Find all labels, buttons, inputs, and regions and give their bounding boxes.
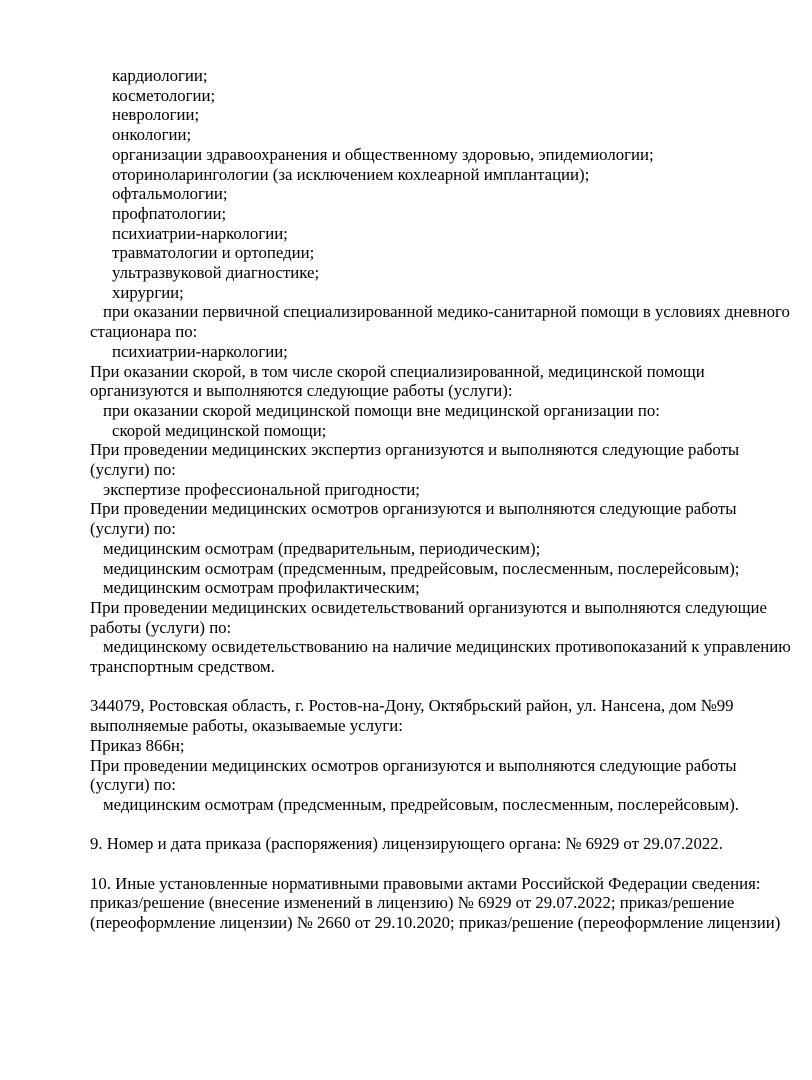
document-line: психиатрии-наркологии; bbox=[112, 223, 288, 243]
document-body bbox=[90, 66, 791, 933]
document-line: медицинским осмотрам профилактическим; bbox=[103, 578, 420, 598]
document-line: офтальмологии; bbox=[112, 184, 228, 204]
document-line: (переоформление лицензии) № 2660 от 29.10.2020; приказ/решение (переоформление лицензии) bbox=[90, 913, 781, 933]
document-line: медицинским осмотрам (предсменным, предрейсовым, послесменным, послерейсовым); bbox=[103, 558, 740, 578]
document-line: травматологии и ортопедии; bbox=[112, 243, 315, 263]
document-line: онкологии; bbox=[112, 125, 192, 145]
document-line: оториноларингологии (за исключением кохлеарной имплантации); bbox=[112, 164, 590, 184]
document-line: При проведении медицинских осмотров организуются и выполняются следующие работы bbox=[90, 499, 737, 519]
blank-line bbox=[90, 854, 772, 874]
document-line: транспортным средством. bbox=[90, 657, 275, 677]
document-line: организуются и выполняются следующие работы (услуги): bbox=[90, 381, 513, 401]
document-line: работы (услуги) по: bbox=[90, 617, 232, 637]
document-line: ультразвуковой диагностике; bbox=[112, 263, 320, 283]
document-line: экспертизе профессиональной пригодности; bbox=[103, 479, 420, 499]
document-line: профпатологии; bbox=[112, 203, 227, 223]
document-line: (услуги) по: bbox=[90, 460, 176, 480]
document-line: приказ/решение (внесение изменений в лицензию) № 6929 от 29.07.2022; приказ/решение bbox=[90, 893, 735, 913]
document-line: медицинским осмотрам (предварительным, периодическим); bbox=[103, 538, 541, 558]
document-line: 9. Номер и дата приказа (распоряжения) лицензирующего органа: № 6929 от 29.07.2022. bbox=[90, 834, 723, 854]
document-line: кардиологии; bbox=[112, 66, 208, 85]
document-line: организации здравоохранения и общественному здоровью, эпидемиологии; bbox=[112, 144, 654, 164]
blank-line bbox=[90, 815, 772, 835]
document-line: скорой медицинской помощи; bbox=[112, 420, 327, 440]
document-line: При оказании скорой, в том числе скорой специализированной, медицинской помощи bbox=[90, 361, 705, 381]
document-line: Приказ 866н; bbox=[90, 735, 185, 755]
document-line: косметологии; bbox=[112, 85, 216, 105]
document-line: хирургии; bbox=[112, 282, 184, 302]
document-line: при оказании скорой медицинской помощи вне медицинской организации по: bbox=[103, 400, 660, 420]
document-line: стационара по: bbox=[90, 322, 198, 342]
blank-line bbox=[90, 677, 772, 697]
document-line: 10. Иные установленные нормативными правовыми актами Российской Федерации сведения: bbox=[90, 873, 761, 893]
document-line: 344079, Ростовская область, г. Ростов-на-Дону, Октябрьский район, ул. Нансена, дом №99 bbox=[90, 696, 734, 716]
document-line: психиатрии-наркологии; bbox=[112, 341, 288, 361]
document-line: При проведении медицинских освидетельствований организуются и выполняются следующие bbox=[90, 597, 767, 617]
document-line: (услуги) по: bbox=[90, 519, 176, 539]
document-line: (услуги) по: bbox=[90, 775, 176, 795]
document-line: выполняемые работы, оказываемые услуги: bbox=[90, 716, 403, 736]
document-line: При проведении медицинских осмотров организуются и выполняются следующие работы bbox=[90, 755, 737, 775]
document-line: при оказании первичной специализированной медико-санитарной помощи в условиях дневного bbox=[103, 302, 790, 322]
document-line: неврологии; bbox=[112, 105, 200, 125]
document-line: медицинскому освидетельствованию на наличие медицинских противопоказаний к управлению bbox=[103, 637, 791, 657]
document-line: медицинским осмотрам (предсменным, предрейсовым, послесменным, послерейсовым). bbox=[103, 795, 739, 814]
document-line: При проведении медицинских экспертиз организуются и выполняются следующие работы bbox=[90, 440, 740, 460]
